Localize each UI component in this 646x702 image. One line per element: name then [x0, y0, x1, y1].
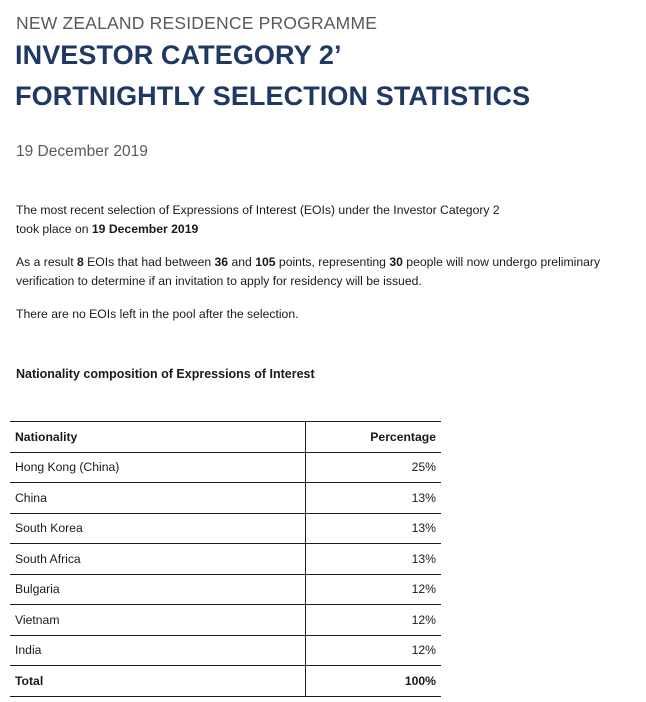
- table-header-row: [10, 422, 441, 453]
- nationality-table: [10, 421, 441, 697]
- header-percentage: Percentage: [306, 422, 442, 453]
- table-row: [10, 635, 441, 666]
- eoi-count: 8: [76, 255, 84, 269]
- row-percentage: 12%: [306, 605, 442, 636]
- pool-paragraph: There are no EOIs left in the pool after the selection.: [16, 307, 299, 321]
- total-label: Total: [10, 666, 306, 697]
- page-title-line-2: FORTNIGHTLY SELECTION STATISTICS: [15, 81, 531, 111]
- row-percentage: 12%: [306, 574, 442, 605]
- row-percentage: 13%: [306, 544, 442, 575]
- selection-date-prefix: took place on: [16, 222, 92, 236]
- row-nationality: India: [10, 635, 306, 666]
- page-title-line-1: INVESTOR CATEGORY 2’: [15, 40, 342, 70]
- selection-date: 19 December 2019: [91, 222, 199, 236]
- row-nationality: South Korea: [10, 513, 306, 544]
- table-row: [10, 513, 441, 544]
- row-percentage: 13%: [306, 513, 442, 544]
- row-nationality: Hong Kong (China): [10, 452, 306, 483]
- table-total-row: [10, 666, 441, 697]
- result-text-a: As a result: [16, 255, 77, 269]
- result-text-d: points, representing: [275, 255, 390, 269]
- min-points: 36: [214, 255, 229, 269]
- selection-paragraph-line-2: [16, 220, 500, 239]
- selection-paragraph: [16, 201, 500, 239]
- result-text-c: and: [228, 255, 256, 269]
- row-percentage: 13%: [306, 483, 442, 514]
- result-text-b: EOIs that had between: [83, 255, 215, 269]
- row-nationality: Bulgaria: [10, 574, 306, 605]
- row-nationality: South Africa: [10, 544, 306, 575]
- row-nationality: China: [10, 483, 306, 514]
- result-paragraph-line-1: [16, 253, 600, 272]
- total-percentage: 100%: [306, 666, 442, 697]
- result-paragraph-line-2: verification to determine if an invitation to apply for residency will be issued.: [16, 274, 422, 288]
- result-text-e: people will now undergo preliminary: [402, 255, 601, 269]
- table-row: [10, 605, 441, 636]
- selection-paragraph-line-1: The most recent selection of Expressions of Interest (EOIs) under the Investor Category 2: [16, 203, 500, 217]
- max-points: 105: [255, 255, 276, 269]
- row-nationality: Vietnam: [10, 605, 306, 636]
- row-percentage: 12%: [306, 635, 442, 666]
- table-row: [10, 544, 441, 575]
- header-nationality: Nationality: [10, 422, 306, 453]
- table-row: [10, 483, 441, 514]
- result-paragraph: [16, 253, 600, 291]
- report-date: 19 December 2019: [16, 143, 148, 160]
- people-count: 30: [389, 255, 403, 269]
- nationality-section-heading: Nationality composition of Expressions of Interest: [16, 367, 315, 381]
- table-row: [10, 574, 441, 605]
- table-row: [10, 452, 441, 483]
- programme-name: NEW ZEALAND RESIDENCE PROGRAMME: [16, 13, 378, 33]
- row-percentage: 25%: [306, 452, 442, 483]
